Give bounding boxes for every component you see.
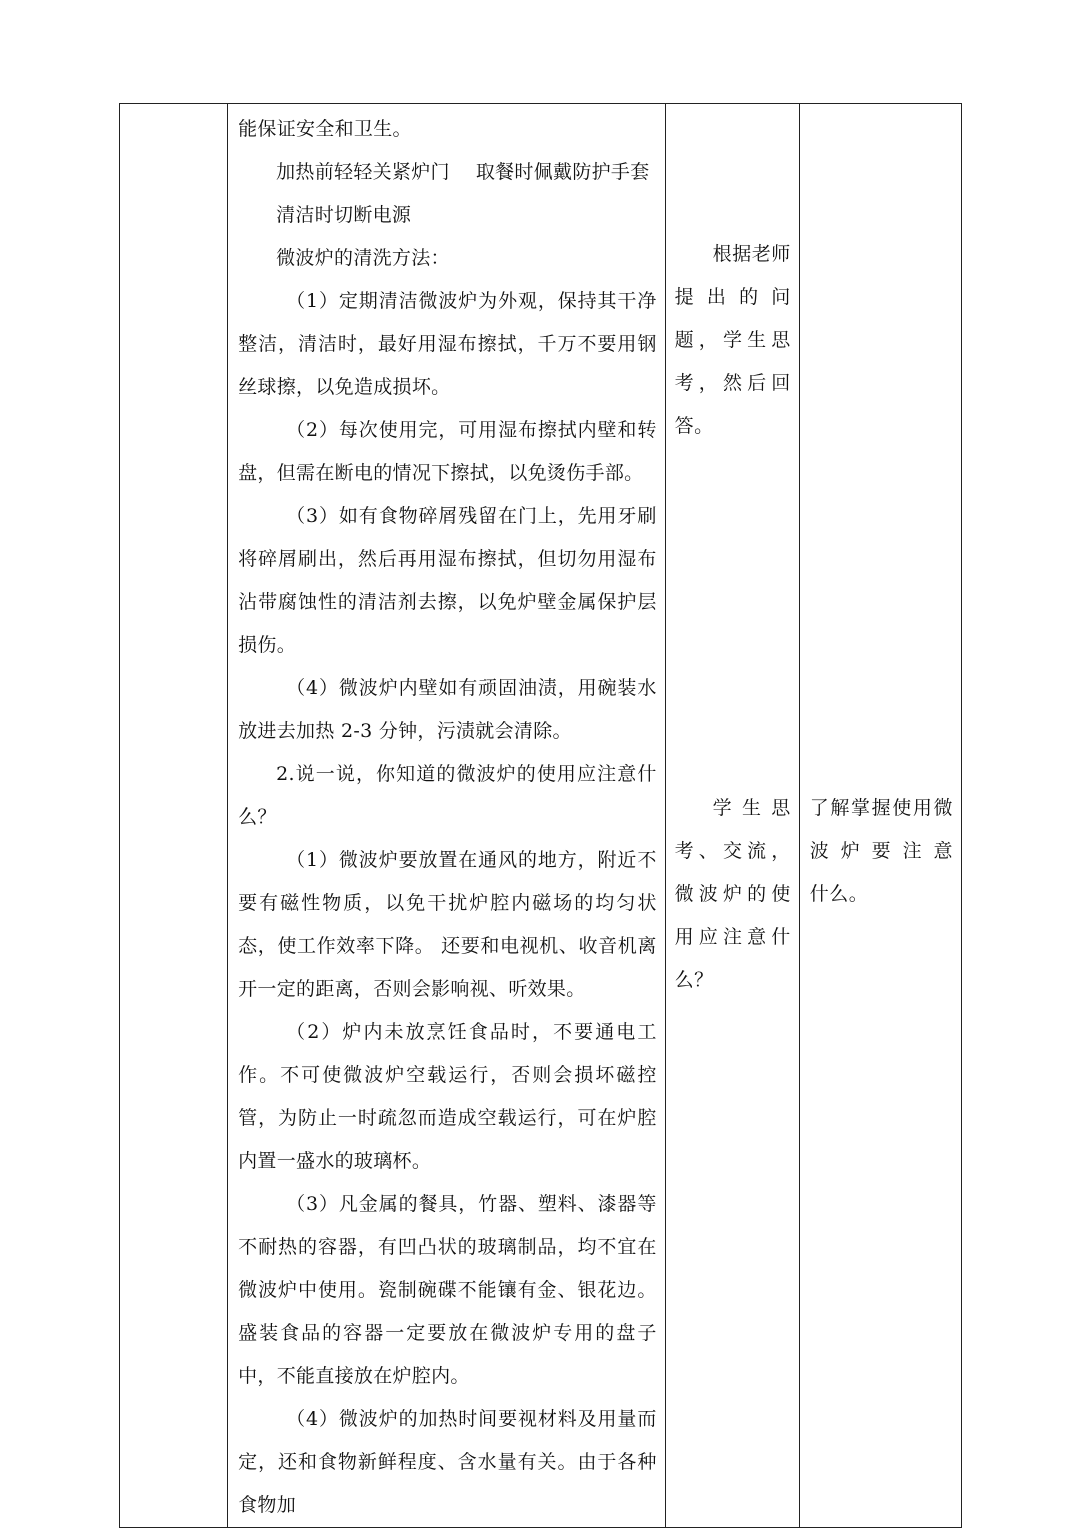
student-activity-cell	[665, 104, 799, 1528]
teaching-content-cell	[228, 104, 666, 1528]
empty-stage-cell	[120, 104, 228, 1528]
student-activity-text: 学 生 思考、交流，微波炉的使用应注意什么？	[674, 797, 791, 991]
safety-tip: 加热前轻轻关紧炉门	[276, 161, 450, 183]
design-intent-cell	[799, 104, 961, 1528]
safety-tip: 取餐时佩戴防护手套	[475, 161, 650, 183]
usage-note: （3）凡金属的餐具，竹器、塑料、漆器等不耐热的容器，有凹凸状的玻璃制品，均不宜在微波炉中使用。瓷制碗碟不能镶有金、银花边。盛装食品的容器一定要放在微波炉专用的盘子中，不能直接放在炉腔内。	[238, 1193, 657, 1387]
safety-tip: 清洁时切断电源	[276, 204, 412, 226]
cleaning-step: （4）微波炉内壁如有顽固油渍，用碗装水放进去加热 2-3 分钟，污渍就会清除。	[238, 677, 657, 742]
discussion-question: 2.说一说，你知道的微波炉的使用应注意什么？	[238, 763, 657, 828]
usage-note: （4）微波炉的加热时间要视材料及用量而定，还和食物新鲜程度、含水量有关。由于各种食物加	[238, 1408, 657, 1516]
safety-tips-line	[238, 151, 657, 194]
section-heading: 微波炉的清洗方法：	[276, 247, 450, 269]
lesson-plan-table	[119, 103, 962, 1528]
cleaning-step: （1）定期清洁微波炉为外观，保持其干净整洁，清洁时，最好用湿布擦拭，千万不要用钢丝球擦，以免造成损坏。	[238, 290, 657, 398]
teaching-content-text	[228, 104, 665, 1527]
table-row	[120, 104, 962, 1528]
content-paragraph: 能保证安全和卫生。	[238, 118, 412, 140]
student-activity-text: 根据老师提出的问题，学生思考，然后回答。	[674, 243, 791, 437]
usage-note: （1）微波炉要放置在通风的地方，附近不要有磁性物质，以免干扰炉腔内磁场的均匀状态，使工作效率下降。 还要和电视机、收音机离开一定的距离，否则会影响视、听效果。	[238, 849, 657, 1000]
cleaning-step: （2）每次使用完，可用湿布擦拭内壁和转盘，但需在断电的情况下擦拭，以免烫伤手部。	[238, 419, 657, 484]
cleaning-step: （3）如有食物碎屑残留在门上，先用牙刷将碎屑刷出，然后再用湿布擦拭，但切勿用湿布沾带腐蚀性的清洁剂去擦，以免炉壁金属保护层损伤。	[238, 505, 657, 656]
usage-note: （2）炉内未放烹饪食品时，不要通电工作。不可使微波炉空载运行，否则会损坏磁控管，为防止一时疏忽而造成空载运行，可在炉腔内置一盛水的玻璃杯。	[238, 1021, 657, 1172]
design-intent-text: 了解掌握使用微 波 炉 要 注 意 什么。	[809, 797, 953, 905]
